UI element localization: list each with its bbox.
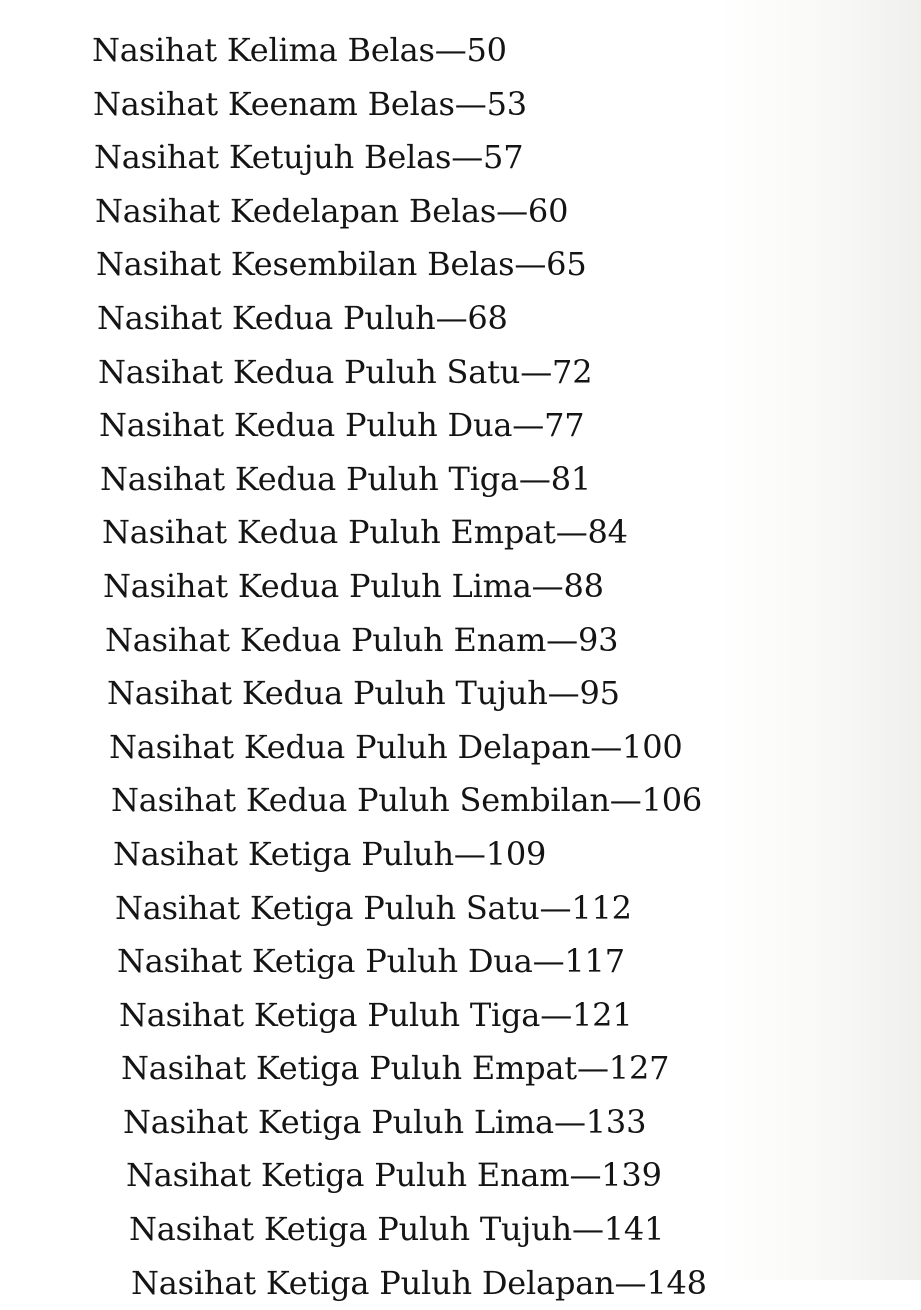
toc-entry bbox=[0, 560, 921, 614]
toc-entry-title: Nasihat Kedua Puluh bbox=[97, 298, 436, 337]
toc-entry bbox=[0, 399, 921, 453]
toc-entry bbox=[0, 774, 921, 828]
toc-entry-title: Nasihat Ketiga Puluh Satu bbox=[115, 888, 540, 927]
toc-entry-page: 112 bbox=[571, 888, 632, 927]
toc-entry-page: 88 bbox=[563, 566, 604, 605]
toc-entry bbox=[0, 882, 921, 936]
toc-entry-page: 68 bbox=[467, 298, 508, 337]
toc-dash: — bbox=[546, 620, 578, 659]
toc-entry bbox=[0, 24, 921, 78]
toc-dash: — bbox=[518, 459, 551, 498]
toc-entry-page: 95 bbox=[579, 674, 620, 713]
toc-entry bbox=[0, 1042, 921, 1096]
toc-entry bbox=[0, 1203, 921, 1257]
toc-entry-title: Nasihat Ketiga Puluh Tiga bbox=[119, 995, 541, 1034]
toc-entry bbox=[0, 935, 921, 989]
toc-entry-page: 133 bbox=[585, 1102, 647, 1141]
toc-entry bbox=[0, 506, 921, 560]
toc-entry bbox=[0, 1149, 921, 1203]
toc-entry bbox=[0, 989, 921, 1043]
toc-entry-page: 141 bbox=[603, 1210, 665, 1249]
toc-entry-page: 109 bbox=[485, 834, 547, 873]
toc-dash: — bbox=[496, 191, 528, 230]
toc-entry bbox=[0, 828, 921, 882]
toc-entry-title: Nasihat Kedua Puluh Enam bbox=[105, 620, 547, 659]
toc-entry bbox=[0, 1257, 921, 1310]
toc-dash: — bbox=[540, 995, 572, 1034]
toc-entry-page: 121 bbox=[572, 995, 633, 1034]
toc-dash: — bbox=[553, 1102, 586, 1141]
toc-entry bbox=[0, 185, 921, 239]
toc-entry bbox=[0, 292, 921, 346]
toc-entry bbox=[0, 238, 921, 292]
toc-entry-page: 53 bbox=[486, 84, 527, 123]
toc-entry bbox=[0, 131, 921, 185]
toc-dash: — bbox=[512, 406, 545, 445]
toc-entry-title: Nasihat Kedua Puluh Dua bbox=[99, 406, 513, 445]
toc-entry-title: Nasihat Ketiga Puluh Empat bbox=[121, 1049, 577, 1088]
toc-entry-title: Nasihat Kelima Belas bbox=[92, 31, 435, 69]
toc-entry-page: 100 bbox=[622, 727, 683, 766]
toc-entry-page: 93 bbox=[577, 620, 619, 659]
toc-entry-title: Nasihat Kedua Puluh Tujuh bbox=[107, 674, 548, 713]
toc-dash: — bbox=[590, 727, 623, 766]
toc-entry bbox=[0, 78, 921, 132]
toc-entry-title: Nasihat Ketiga Puluh Tujuh bbox=[129, 1210, 572, 1249]
table-of-contents bbox=[0, 24, 921, 1310]
toc-entry bbox=[0, 453, 921, 507]
toc-entry-page: 65 bbox=[546, 245, 587, 284]
toc-entry bbox=[0, 667, 921, 721]
toc-entry-page: 77 bbox=[544, 406, 585, 445]
toc-entry-title: Nasihat Kedua Puluh Tiga bbox=[100, 459, 519, 498]
toc-entry bbox=[0, 346, 921, 400]
toc-entry bbox=[0, 1096, 921, 1150]
toc-dash: — bbox=[453, 834, 486, 873]
toc-entry-title: Nasihat Ketiga Puluh Enam bbox=[126, 1156, 570, 1195]
toc-dash: — bbox=[614, 1263, 647, 1302]
toc-entry-title: Nasihat Kedua Puluh Sembilan bbox=[111, 781, 610, 820]
toc-dash: — bbox=[520, 352, 553, 391]
toc-dash: — bbox=[532, 942, 565, 981]
toc-dash: — bbox=[451, 138, 484, 177]
toc-dash: — bbox=[609, 781, 642, 820]
toc-dash: — bbox=[435, 298, 468, 337]
toc-entry-title: Nasihat Kedelapan Belas bbox=[95, 191, 497, 230]
toc-entry-title: Nasihat Keenam Belas bbox=[93, 84, 455, 123]
toc-entry-title: Nasihat Kedua Puluh Empat bbox=[102, 513, 556, 552]
toc-dash: — bbox=[454, 84, 487, 123]
toc-dash: — bbox=[547, 674, 580, 713]
toc-entry-page: 50 bbox=[466, 31, 507, 69]
toc-entry-title: Nasihat Ketiga Puluh bbox=[113, 834, 454, 873]
toc-entry-page: 117 bbox=[564, 942, 625, 981]
toc-entry-title: Nasihat Ketujuh Belas bbox=[94, 138, 452, 177]
toc-dash: — bbox=[514, 245, 547, 284]
toc-entry-page: 139 bbox=[601, 1156, 662, 1195]
toc-dash: — bbox=[434, 31, 467, 69]
toc-dash: — bbox=[539, 888, 572, 927]
toc-entry-page: 148 bbox=[646, 1263, 707, 1302]
toc-entry-title: Nasihat Kesembilan Belas bbox=[96, 245, 515, 284]
toc-entry-title: Nasihat Ketiga Puluh Lima bbox=[123, 1102, 554, 1141]
toc-entry-title: Nasihat Kedua Puluh Delapan bbox=[109, 727, 591, 766]
toc-entry bbox=[0, 721, 921, 775]
toc-entry-page: 106 bbox=[641, 781, 703, 820]
toc-entry-page: 60 bbox=[527, 191, 569, 230]
toc-dash: — bbox=[576, 1049, 609, 1088]
toc-entry bbox=[0, 614, 921, 668]
toc-entry-page: 127 bbox=[608, 1049, 670, 1088]
toc-entry-page: 72 bbox=[552, 352, 593, 391]
toc-dash: — bbox=[569, 1156, 602, 1195]
toc-entry-page: 84 bbox=[587, 513, 628, 552]
toc-dash: — bbox=[571, 1210, 604, 1249]
toc-entry-title: Nasihat Ketiga Puluh Delapan bbox=[131, 1263, 615, 1302]
toc-entry-title: Nasihat Ketiga Puluh Dua bbox=[117, 942, 533, 981]
toc-dash: — bbox=[531, 566, 564, 605]
toc-entry-title: Nasihat Kedua Puluh Lima bbox=[103, 566, 532, 605]
toc-entry-title: Nasihat Kedua Puluh Satu bbox=[98, 352, 521, 391]
toc-entry-page: 81 bbox=[550, 459, 592, 498]
toc-dash: — bbox=[555, 513, 588, 552]
toc-entry-page: 57 bbox=[483, 138, 524, 177]
